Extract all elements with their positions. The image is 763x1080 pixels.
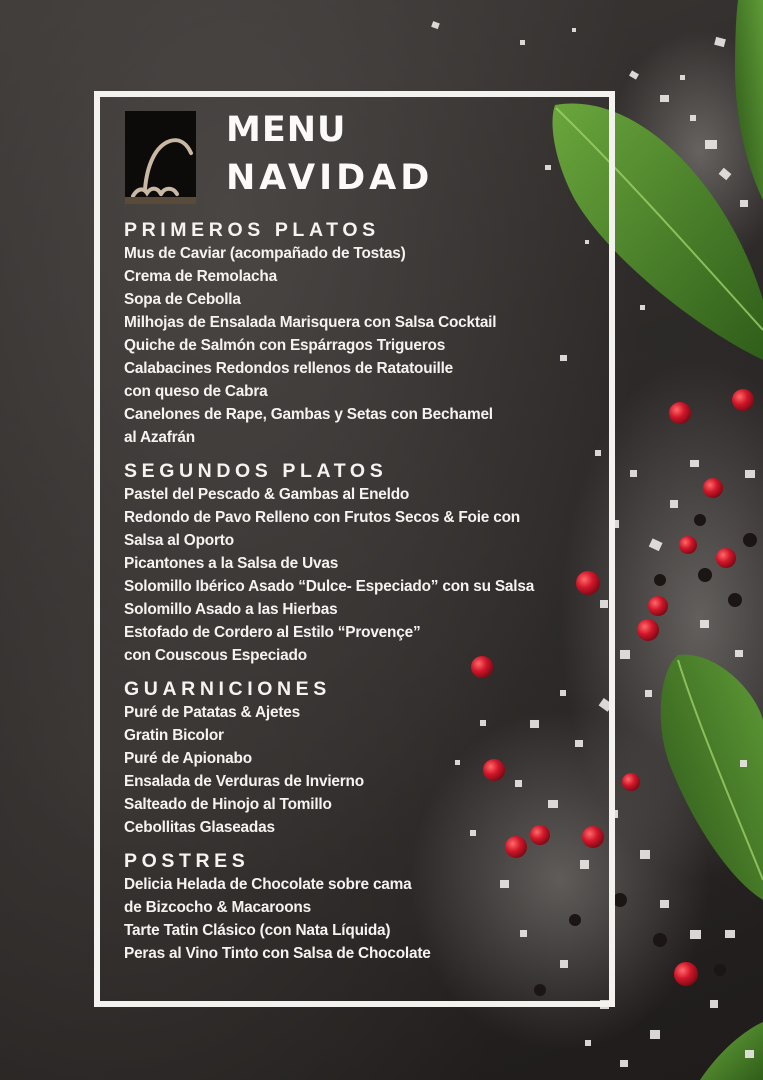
dish-item: con queso de Cabra	[124, 383, 268, 400]
dish-item: Ensalada de Verduras de Invierno	[124, 773, 364, 790]
dish-item: Milhojas de Ensalada Marisquera con Salsa Cocktail	[124, 314, 497, 331]
restaurant-logo	[125, 111, 196, 204]
dish-item: Delicia Helada de Chocolate sobre cama	[124, 876, 412, 893]
dish-item: Cebollitas Glaseadas	[124, 819, 275, 836]
logo-emblem-icon	[125, 111, 196, 204]
dish-item: al Azafrán	[124, 429, 195, 446]
menu-title: MENU	[226, 110, 347, 150]
dish-item: Tarte Tatin Clásico (con Nata Líquida)	[124, 922, 391, 939]
section-postres	[124, 849, 604, 965]
dish-item: Calabacines Redondos rellenos de Ratatouille	[124, 360, 454, 377]
dish-item: Solomillo Ibérico Asado “Dulce- Especiado” con su Salsa	[124, 578, 535, 595]
dish-item: Estofado de Cordero al Estilo “Provençe”	[124, 624, 421, 641]
dish-item: Puré de Apionabo	[124, 750, 252, 767]
dish-item: Crema de Remolacha	[124, 268, 277, 285]
section-title: SEGUNDOS PLATOS	[124, 460, 388, 482]
dish-item: Gratin Bicolor	[124, 727, 224, 744]
dish-item: Peras al Vino Tinto con Salsa de Chocolate	[124, 945, 431, 962]
dish-item: con Couscous Especiado	[124, 647, 307, 664]
dish-list	[124, 701, 604, 839]
dish-item: Mus de Caviar (acompañado de Tostas)	[124, 245, 406, 262]
menu-content	[124, 218, 604, 975]
dish-item: Salteado de Hinojo al Tomillo	[124, 796, 332, 813]
dish-item: Salsa al Oporto	[124, 532, 234, 549]
section-title: PRIMEROS PLATOS	[124, 219, 380, 241]
dish-item: Picantones a la Salsa de Uvas	[124, 555, 339, 572]
menu-subtitle: NAVIDAD	[226, 158, 434, 198]
dish-item: Canelones de Rape, Gambas y Setas con Bechamel	[124, 406, 493, 423]
section-title: POSTRES	[124, 850, 250, 872]
dish-item: de Bizcocho & Macaroons	[124, 899, 311, 916]
section-segundos-platos	[124, 459, 604, 667]
dish-list	[124, 483, 604, 667]
section-title: GUARNICIONES	[124, 678, 331, 700]
dish-item: Quiche de Salmón con Espárragos Trigueros	[124, 337, 446, 354]
dish-list	[124, 873, 604, 965]
section-primeros-platos	[124, 218, 604, 449]
dish-list	[124, 242, 604, 449]
dish-item: Solomillo Asado a las Hierbas	[124, 601, 338, 618]
dish-item: Sopa de Cebolla	[124, 291, 241, 308]
dish-item: Pastel del Pescado & Gambas al Eneldo	[124, 486, 410, 503]
dish-item: Redondo de Pavo Relleno con Frutos Secos & Foie con	[124, 509, 520, 526]
dish-item: Puré de Patatas & Ajetes	[124, 704, 300, 721]
section-guarniciones	[124, 677, 604, 839]
